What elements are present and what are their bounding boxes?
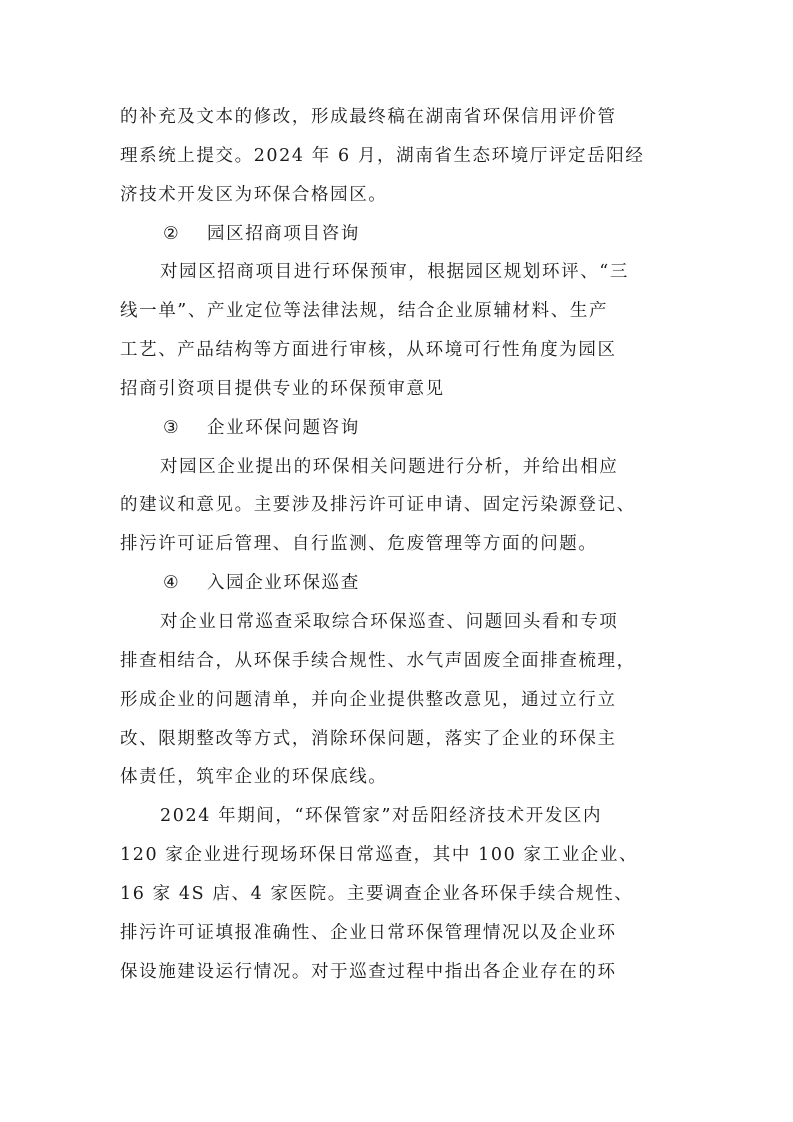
section-number: ③: [163, 417, 181, 438]
paragraph-line: 2024 年期间，“环保管家”对岳阳经济技术开发区内: [160, 806, 603, 827]
document-body: [120, 98, 680, 991]
section-title: 园区招商项目咨询: [207, 223, 360, 244]
paragraph-line: 理系统上提交。2024 年 6 月，湖南省生态环境厅评定岳阳经: [120, 145, 645, 166]
paragraph-line: 保设施建设运行情况。对于巡查过程中指出各企业存在的环: [120, 961, 617, 982]
section-heading: [120, 409, 680, 448]
section-title: 入园企业环保巡查: [207, 573, 360, 594]
paragraph-line: 体责任，筑牢企业的环保底线。: [120, 767, 388, 788]
paragraph-line: 对园区企业提出的环保相关问题进行分析，并给出相应: [160, 456, 619, 477]
paragraph-line: 排污许可证后管理、自行监测、危废管理等方面的问题。: [120, 534, 598, 555]
section-number: ④: [163, 573, 181, 594]
section-heading: [120, 564, 680, 603]
paragraph-line: 线一单”、产业定位等法律法规，结合企业原辅材料、生产: [120, 301, 609, 322]
paragraph-line: 招商引资项目提供专业的环保预审意见: [120, 378, 445, 399]
paragraph-line: 对企业日常巡查采取综合环保巡查、问题回头看和专项: [160, 611, 619, 632]
paragraph-line: 排查相结合，从环保手续合规性、水气声固废全面排查梳理，: [120, 650, 636, 671]
paragraph-line: 排污许可证填报准确性、企业日常环保管理情况以及企业环: [120, 922, 617, 943]
section-heading: [120, 215, 680, 254]
paragraph-line: 形成企业的问题清单，并向企业提供整改意见，通过立行立: [120, 689, 617, 710]
section-title: 企业环保问题咨询: [207, 417, 360, 438]
paragraph-line: 16 家 4S 店、4 家医院。主要调查企业各环保手续合规性、: [120, 883, 634, 904]
paragraph-line: 对园区招商项目进行环保预审，根据园区规划环评、“三: [160, 262, 629, 283]
paragraph-line: 120 家企业进行现场环保日常巡查，其中 100 家工业企业、: [120, 845, 639, 866]
paragraph-line: 的建议和意见。主要涉及排污许可证申请、固定污染源登记、: [120, 495, 636, 516]
paragraph-line: 工艺、产品结构等方面进行审核，从环境可行性角度为园区: [120, 340, 617, 361]
paragraph-line: 济技术开发区为环保合格园区。: [120, 184, 388, 205]
paragraph-line: 的补充及文本的修改，形成最终稿在湖南省环保信用评价管: [120, 107, 617, 127]
paragraph-line: 改、限期整改等方式，消除环保问题，落实了企业的环保主: [120, 728, 617, 749]
section-number: ②: [163, 223, 181, 244]
